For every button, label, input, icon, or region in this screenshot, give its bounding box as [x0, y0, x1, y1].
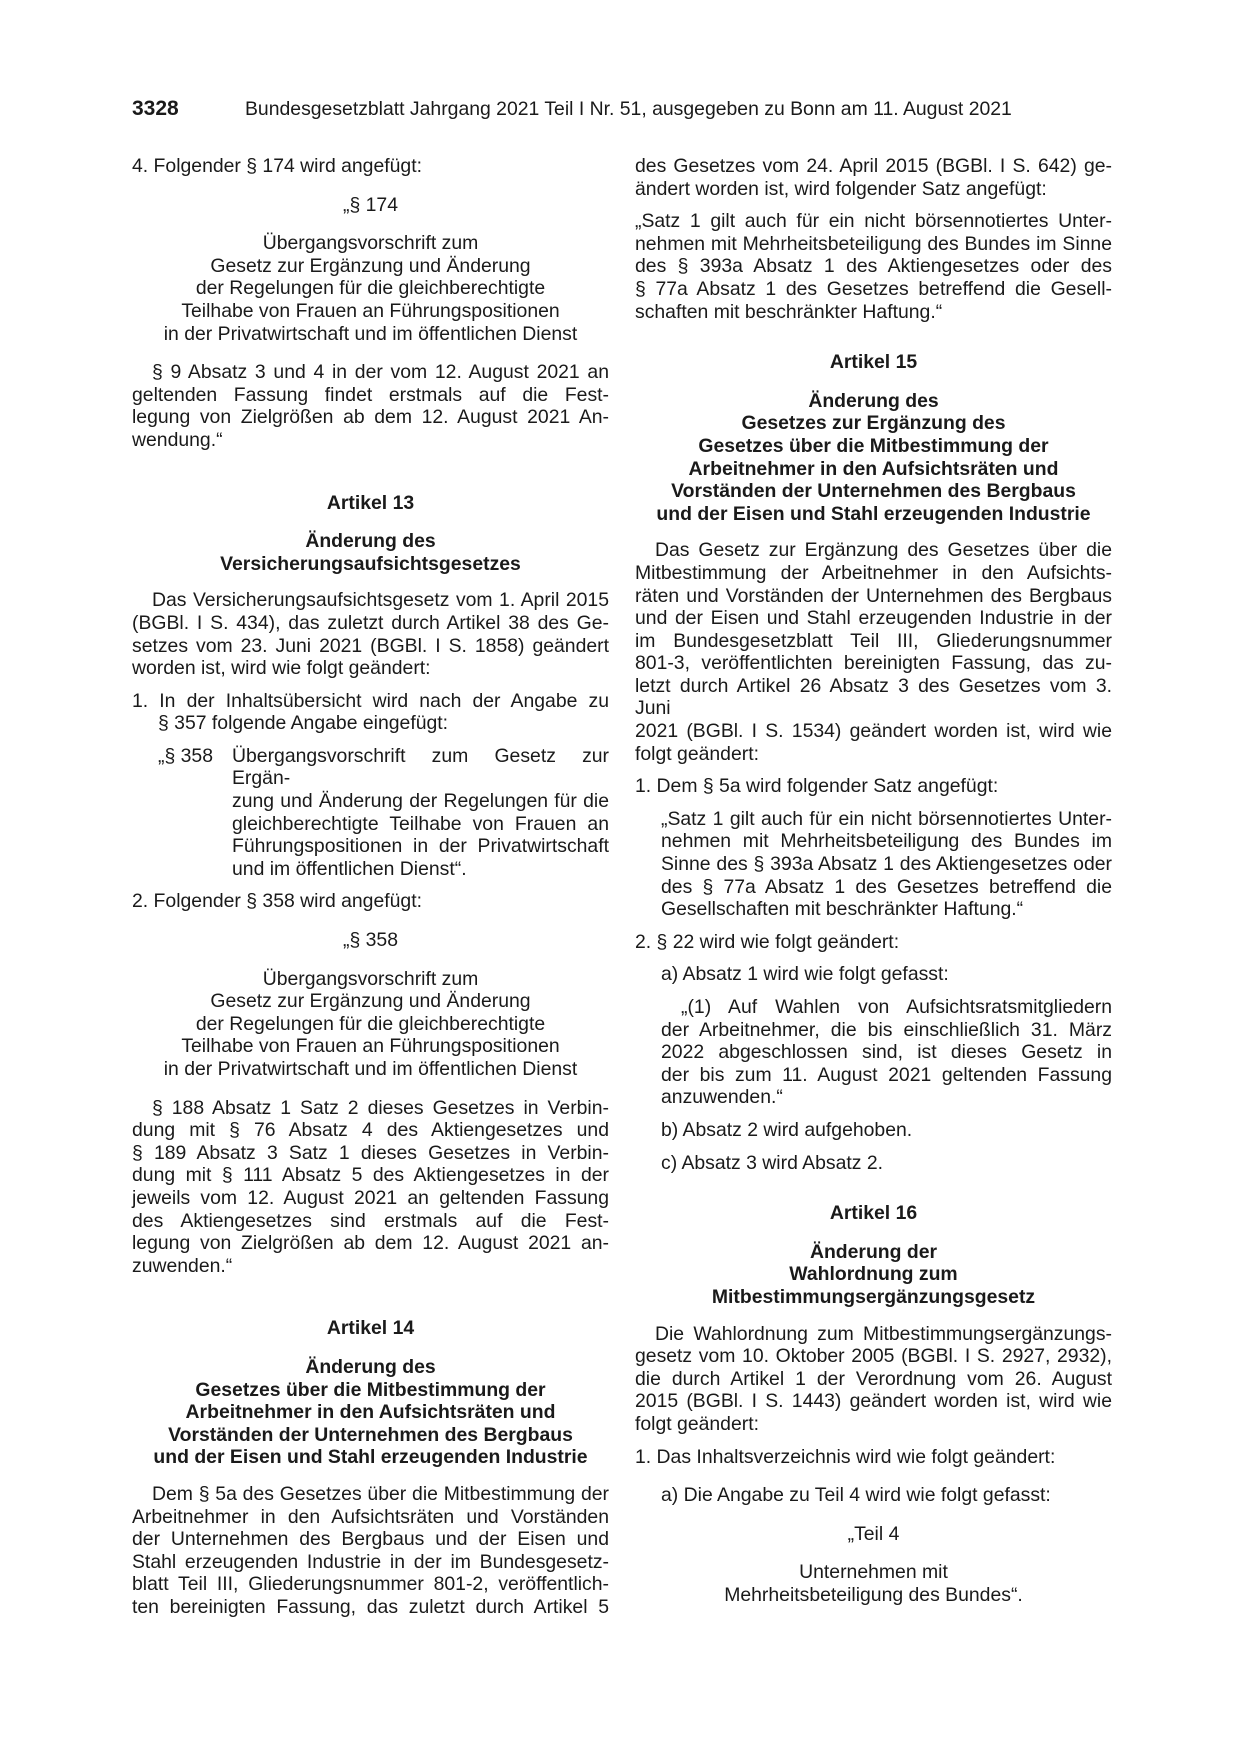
list-item: 1. Das Inhaltsverzeichnis wird wie folgt geändert:	[635, 1445, 1056, 1468]
section-title: Übergangsvorschrift zum Gesetz zur Ergänzung und Änderung der Regelungen für die gleichberechtigte Teilhabe von Frauen an Führungspositionen in der Privatwirtschaft und im öffentlichen Dienst	[163, 967, 578, 1080]
quoted-paragraph: „(1) Auf Wahlen von Aufsichtsratsmitgliedern der Arbeitnehmer, die bis einschließlich 31. März 2022 abgeschlossen sind, ist dieses Gesetz in der bis zum 11. August 2021 geltenden Fassung anzuwenden.“	[661, 996, 1112, 1109]
toc-entry-number: „§ 358	[158, 744, 213, 767]
running-head: Bundesgesetzblatt Jahrgang 2021 Teil I Nr. 51, ausgegeben zu Bonn am 11. August 2021	[245, 98, 1012, 120]
article-intro: Die Wahlordnung zum Mitbestimmungsergänzungs- gesetz vom 10. Oktober 2005 (BGBl. I S. 2927, 2932), die durch Artikel 1 der Verordnung vom 26. August 2015 (BGBl. I S. 1443) geändert worden ist, wird wie folgt geändert:	[635, 1322, 1112, 1435]
article-title: Änderung des Versicherungsaufsichtsgesetzes	[220, 530, 521, 575]
right-column	[635, 155, 1112, 1606]
page-number: 3328	[132, 97, 179, 120]
continued-text: des Gesetzes vom 24. April 2015 (BGBl. I S. 642) ge- ändert worden ist, wird folgender Satz angefügt:	[635, 155, 1112, 200]
article-body: Dem § 5a des Gesetzes über die Mitbestimmung der Arbeitnehmer in den Aufsichtsräten und Vorständen der Unternehmen des Bergbaus und der Eisen und Stahl erzeugenden Industrie in der im Bundesgesetz- blatt Teil III, Gliederungsnummer 801-2, veröffentlich- ten bereinigten Fassung, das zuletzt durch Artikel 5	[132, 1482, 609, 1618]
sub-item: a) Absatz 1 wird wie folgt gefasst:	[661, 963, 949, 986]
toc-entry-text: Übergangsvorschrift zum Gesetz zur Ergän- zung und Änderung der Regelungen für die gleichberechtigte Teilhabe von Frauen an Führungspositionen in der Privatwirtschaft und im öffentlichen Dienst“.	[232, 744, 609, 880]
page-header	[132, 98, 1112, 128]
section-body: § 9 Absatz 3 und 4 in der vom 12. August 2021 an geltenden Fassung findet erstmals auf die Fest- legung von Zielgrößen ab dem 12. August 2021 An- wendung.“	[132, 361, 609, 451]
list-item: 2. § 22 wird wie folgt geändert:	[635, 930, 900, 953]
toc-entry	[132, 745, 609, 881]
part-title: Unternehmen mit Mehrheitsbeteiligung des Bundes“.	[724, 1561, 1023, 1606]
part-number: „Teil 4	[847, 1522, 900, 1545]
sub-item: a) Die Angabe zu Teil 4 wird wie folgt gefasst:	[661, 1484, 1051, 1507]
list-item: 2. Folgender § 358 wird angefügt:	[132, 890, 422, 913]
list-item: 1. In der Inhaltsübersicht wird nach der Angabe zu § 357 folgende Angabe eingefügt:	[132, 689, 609, 735]
section-number: „§ 358	[343, 929, 398, 952]
section-number: „§ 174	[343, 193, 398, 216]
article-intro: Das Versicherungsaufsichtsgesetz vom 1. April 2015 (BGBl. I S. 434), das zuletzt durch Artikel 38 des Ge- setzes vom 23. Juni 2021 (BGBl. I S. 1858) geändert worden ist, wird wie folgt geändert:	[132, 589, 609, 680]
article-heading: Artikel 14	[326, 1317, 415, 1340]
article-heading: Artikel 15	[829, 351, 918, 374]
quoted-sentence: „Satz 1 gilt auch für ein nicht börsennotiertes Unter- nehmen mit Mehrheitsbeteiligung des Bundes im Sinne des § 393a Absatz 1 des Aktiengesetzes oder des § 77a Absatz 1 des Gesetzes betreffend die Gesell- schaften mit beschränkter Haftung.“	[635, 210, 1112, 323]
article-title: Änderung des Gesetzes zur Ergänzung des Gesetzes über die Mitbestimmung der Arbeitnehmer in den Aufsichtsräten und Vorständen der Unternehmen des Bergbaus und der Eisen und Stahl erzeugenden Industrie	[656, 389, 1091, 525]
article-intro: Das Gesetz zur Ergänzung des Gesetzes über die Mitbestimmung der Arbeitnehmer in den Aufsichts- räten und Vorständen der Unternehmen des Bergbaus und der Eisen und Stahl erzeugenden Industrie in der im Bundesgesetzblatt Teil III, Gliederungsnummer 801-3, veröffentlichten bereinigten Fassung, das zu- letzt durch Artikel 26 Absatz 3 des Gesetzes vom 3. Juni 2021 (BGBl. I S. 1534) geändert worden ist, wird wie folgt geändert:	[635, 539, 1112, 765]
article-heading: Artikel 16	[829, 1202, 918, 1225]
section-body: § 188 Absatz 1 Satz 2 dieses Gesetzes in Verbin- dung mit § 76 Absatz 4 des Aktiengesetzes und § 189 Absatz 3 Satz 1 dieses Gesetzes in Verbin- dung mit § 111 Absatz 5 des Aktiengesetzes in der jeweils vom 12. August 2021 an geltenden Fassung des Aktiengesetzes sind erstmals auf die Fest- legung von Zielgrößen ab dem 12. August 2021 an- zuwenden.“	[132, 1096, 609, 1277]
sub-item: c) Absatz 3 wird Absatz 2.	[661, 1151, 884, 1174]
list-item: 1. Dem § 5a wird folgender Satz angefügt:	[635, 775, 999, 798]
quoted-sentence: „Satz 1 gilt auch für ein nicht börsennotiertes Unter- nehmen mit Mehrheitsbeteiligung des Bundes im Sinne des § 393a Absatz 1 des Aktiengesetzes oder des § 77a Absatz 1 des Gesetzes betreffend die Gesellschaften mit beschränkter Haftung.“	[661, 807, 1112, 921]
article-heading: Artikel 13	[326, 491, 415, 514]
section-title: Übergangsvorschrift zum Gesetz zur Ergänzung und Änderung der Regelungen für die gleichberechtigte Teilhabe von Frauen an Führungspositionen in der Privatwirtschaft und im öffentlichen Dienst	[163, 232, 578, 345]
article-title: Änderung der Wahlordnung zum Mitbestimmungsergänzungsgesetz	[711, 1240, 1036, 1308]
left-column	[132, 155, 609, 1618]
list-item: 4. Folgender § 174 wird angefügt:	[132, 155, 422, 177]
article-title: Änderung des Gesetzes über die Mitbestimmung der Arbeitnehmer in den Aufsichtsräten und Vorständen der Unternehmen des Bergbaus und der Eisen und Stahl erzeugenden Industrie	[153, 1355, 588, 1469]
sub-item: b) Absatz 2 wird aufgehoben.	[661, 1118, 913, 1141]
